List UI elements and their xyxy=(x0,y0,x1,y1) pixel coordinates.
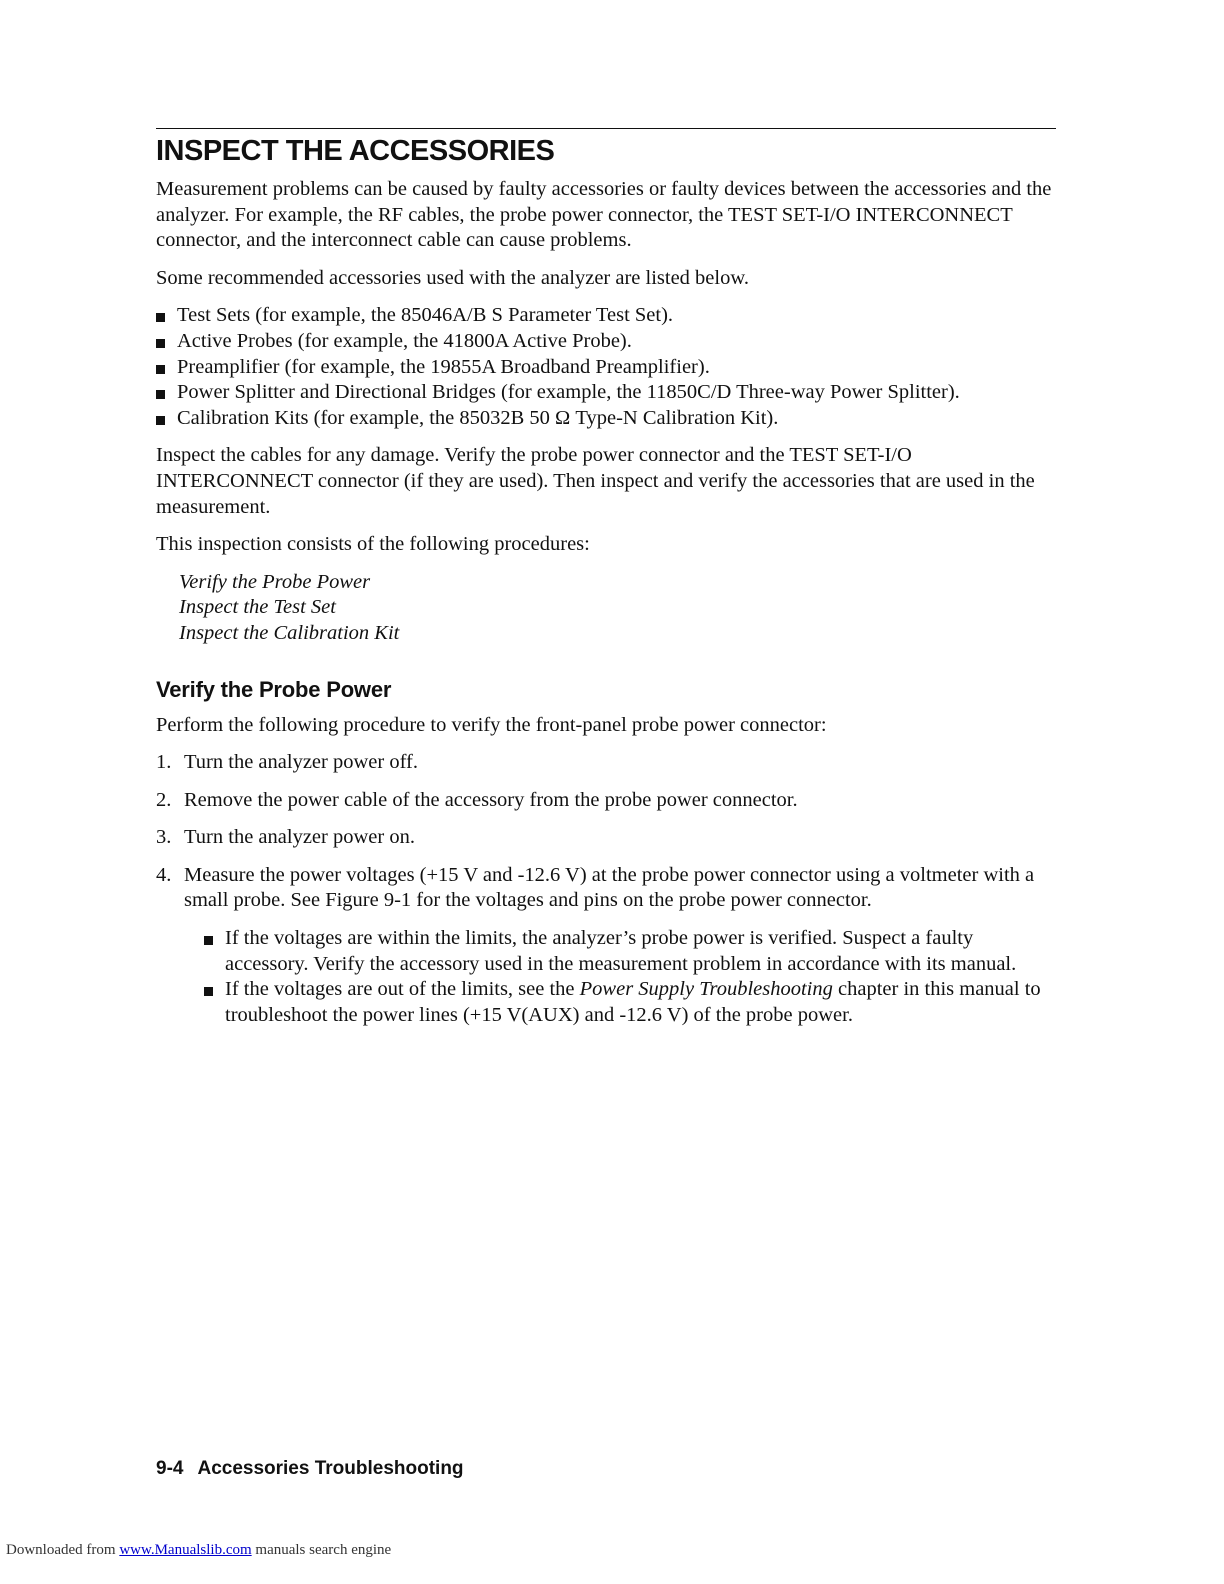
list-item: Test Sets (for example, the 85046A/B S Parameter Test Set). xyxy=(156,303,1056,329)
list-item: Active Probes (for example, the 41800A Active Probe). xyxy=(156,329,1056,355)
procedures-list xyxy=(179,570,1056,647)
procedure-link-verify-probe-power: Verify the Probe Power xyxy=(179,570,371,593)
step-item xyxy=(156,788,1056,814)
accessories-list xyxy=(156,303,1056,431)
list-item: Power Splitter and Directional Bridges (for example, the 11850C/D Three-way Power Splitter). xyxy=(156,380,1056,406)
step-number: 1. xyxy=(156,751,172,774)
manualslib-link[interactable]: www.Manualslib.com xyxy=(119,1542,252,1558)
subsection-title: Verify the Probe Power xyxy=(156,676,392,702)
procedure-link-inspect-test-set: Inspect the Test Set xyxy=(179,596,336,619)
list-item: Preamplifier (for example, the 19855A Broadband Preamplifier). xyxy=(156,355,1056,381)
step-text: Turn the analyzer power off. xyxy=(184,751,418,774)
outcome-text-after: chapter in this manual to troubleshoot the power lines (+15 V(AUX) and -12.6 V) of the probe power. xyxy=(225,978,1041,1026)
step-4-outcomes xyxy=(204,926,1056,1028)
step-text: Remove the power cable of the accessory from the probe power connector. xyxy=(184,788,798,811)
download-suffix: manuals search engine xyxy=(251,1542,392,1558)
step-item xyxy=(156,825,1056,851)
recommended-intro: Some recommended accessories used with the analyzer are listed below. xyxy=(156,266,749,289)
step-text: Measure the power voltages (+15 V and -12.6 V) at the probe power connector using a voltmeter with a small probe. See Figure 9-1 for the voltages and pins on the probe power connector. xyxy=(184,863,1035,912)
page-content xyxy=(156,128,1056,1040)
subsection-intro: Perform the following procedure to verify the front-panel probe power connector: xyxy=(156,713,827,736)
inspect-paragraph: Inspect the cables for any damage. Verify the probe power connector and the TEST SET-I/O INTERCONNECT connector (if they are used). Then inspect and verify the accessories that are used in the measurement. xyxy=(156,444,1035,518)
download-notice xyxy=(6,1542,391,1559)
list-item: Calibration Kits (for example, the 85032B 50 Ω Type-N Calibration Kit). xyxy=(156,406,1056,432)
step-number: 2. xyxy=(156,788,172,811)
page-number: 9-4 xyxy=(156,1458,184,1479)
step-number: 4. xyxy=(156,863,172,886)
outcome-within-limits: If the voltages are within the limits, the analyzer’s probe power is verified. Suspect a faulty accessory. Verify the accessory used in the measurement problem in accordance with its manual. xyxy=(204,926,1056,977)
step-item xyxy=(156,750,1056,776)
step-item xyxy=(156,863,1056,1029)
download-prefix: Downloaded from xyxy=(6,1542,120,1558)
page-footer xyxy=(156,1458,464,1480)
step-number: 3. xyxy=(156,826,172,849)
outcome-text-before: If the voltages are out of the limits, see the xyxy=(225,978,580,1001)
step-text: Turn the analyzer power on. xyxy=(184,826,415,849)
intro-paragraph: Measurement problems can be caused by faulty accessories or faulty devices between the accessories and the analyzer. For example, the RF cables, the probe power connector, the TEST SET-I/O INTERCONNECT connector, and the interconnect cable can cause problems. xyxy=(156,178,1052,252)
procedure-steps xyxy=(156,750,1056,1028)
chapter-reference: Power Supply Troubleshooting xyxy=(579,978,833,1001)
chapter-name: Accessories Troubleshooting xyxy=(197,1458,464,1479)
outcome-out-of-limits xyxy=(204,977,1056,1028)
procedure-link-inspect-calibration-kit: Inspect the Calibration Kit xyxy=(179,621,400,644)
section-title: INSPECT THE ACCESSORIES xyxy=(156,135,555,167)
procedures-intro: This inspection consists of the following procedures: xyxy=(156,533,590,556)
section-rule xyxy=(156,128,1056,129)
